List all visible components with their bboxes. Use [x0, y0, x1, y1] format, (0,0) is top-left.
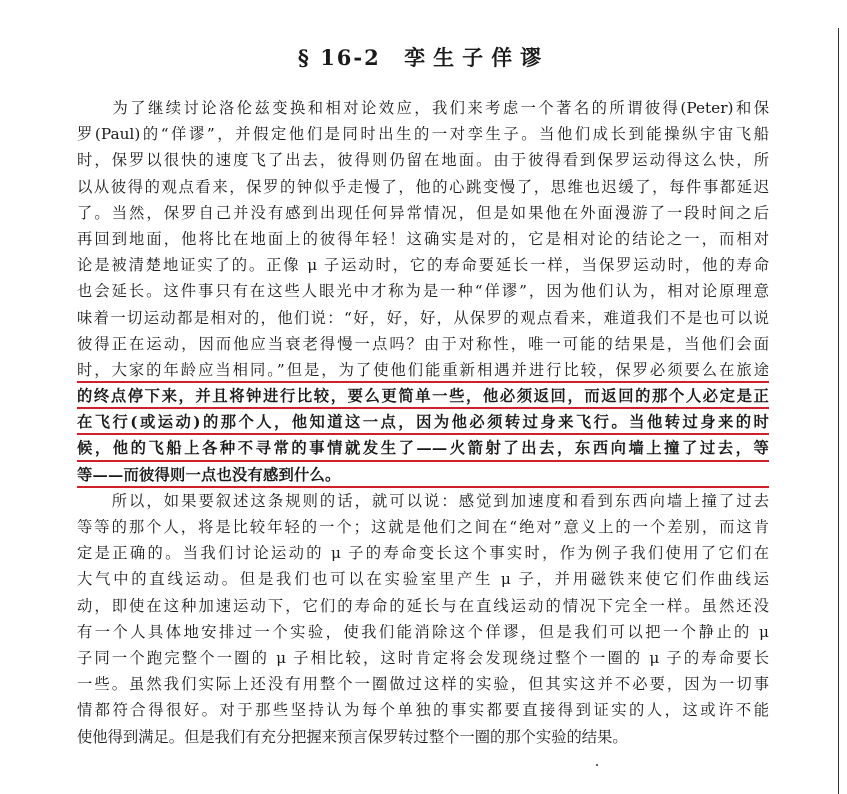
text-line: 了。当然，保罗自己并没有感到出现任何异常情况，但是如果他在外面漫游了一段时间之后 [77, 203, 769, 222]
text-line: 也会延长。这件事只有在这些人眼光中才称为是一种“佯谬”，因为他们认为，相对论原理意 [77, 282, 769, 301]
section-name: 孪生子佯谬 [404, 45, 550, 70]
paragraph [77, 95, 769, 488]
section-title [0, 42, 847, 72]
text-line: 有一个人具体地安排过一个实验，使我们能消除这个佯谬，但是我们可以把一个静止的 μ [77, 622, 769, 641]
text-line: 以从彼得的观点看来，保罗的钟似乎走慢了，他的心跳变慢了，思维也迟缓了，每件事都延迟 [77, 177, 769, 196]
text-line: 一些。虽然我们实际上还没有用整个一圈做过这样的实验，但其实这并不必要，因为一切事 [77, 675, 769, 694]
text-line: 味着一切运动都是相对的，他们说：“好，好，好，从保罗的观点看来，难道我们不是也可以说 [77, 308, 769, 327]
text-line: 情都符合得很好。对于那些坚持认为每个单独的事实都要直接得到证实的人，这或许不能 [77, 701, 769, 720]
text-line: 等——而彼得则一点也没有感到什么。 [77, 462, 769, 488]
text-line: 等等的那个人，将是比较年轻的一个；这就是他们之间在“绝对”意义上的一个差别，而这肯 [77, 518, 769, 536]
text-line: 时，大家的年龄应当相同。”但是，为了使他们能重新相遇并进行比较，保罗必须要么在旅途 [77, 357, 769, 383]
text-line: 时，保罗以很快的速度飞了出去，彼得则仍留在地面。由于彼得看到保罗运动得这么快，所 [77, 151, 769, 170]
text-line: 为了继续讨论洛伦兹变换和相对论效应，我们来考虑一个著名的所谓彼得(Peter)和保 [77, 99, 769, 117]
scan-speck [596, 764, 598, 766]
text-line: 彼得正在运动，因而他应当衰老得慢一点吗？由于对称性，唯一可能的结果是，当他们会面 [77, 334, 769, 353]
text-line: 动，即使在这种加速运动下，它们的寿命的延长与在直线运动的情况下完全一样。虽然还没 [77, 596, 769, 615]
text-line: 定是正确的。当我们讨论运动的 μ 子的寿命变长这个事实时，作为例子我们使用了它们在 [77, 544, 769, 563]
text-line: 的终点停下来，并且将钟进行比较，要么更简单一些，他必须返回，而返回的那个人必定是正 [77, 383, 769, 409]
page-edge-rule [838, 28, 839, 794]
text-line: 罗(Paul)的“佯谬”，并假定他们是同时出生的一对孪生子。当他们成长到能操纵宇宙飞船 [77, 125, 769, 144]
text-line: 子同一个跑完整个一圈的 μ 子相比较，这时肯定将会发现绕过整个一圈的 μ 子的寿命要长 [77, 648, 769, 667]
section-number: § 16-2 [297, 45, 381, 70]
text-line: 在飞行(或运动)的那个人，他知道这一点，因为他必须转过身来飞行。当他转过身来的时 [77, 409, 769, 435]
text-line: 所以，如果要叙述这条规则的话，就可以说：感觉到加速度和看到东西向墙上撞了过去 [77, 491, 769, 510]
text-line: 大气中的直线运动。但是我们也可以在实验室里产生 μ 子，并用磁铁来使它们作曲线运 [77, 570, 769, 589]
text-line: 候，他的飞船上各种不寻常的事情就发生了——火箭射了出去，东西向墙上撞了过去，等 [77, 435, 769, 461]
text-line: 再回到地面，他将比在地面上的彼得年轻！这确实是对的，它是相对论的结论之一，而相对 [77, 229, 769, 248]
body-text [77, 95, 769, 750]
text-line: 论是被清楚地证实了的。正像 μ 子运动时，它的寿命要延长一样，当保罗运动时，他的寿命 [77, 256, 769, 275]
text-line: 使他得到满足。但是我们有充分把握来预言保罗转过整个一圈的那个实验的结果。 [77, 727, 628, 746]
paragraph [77, 488, 769, 750]
